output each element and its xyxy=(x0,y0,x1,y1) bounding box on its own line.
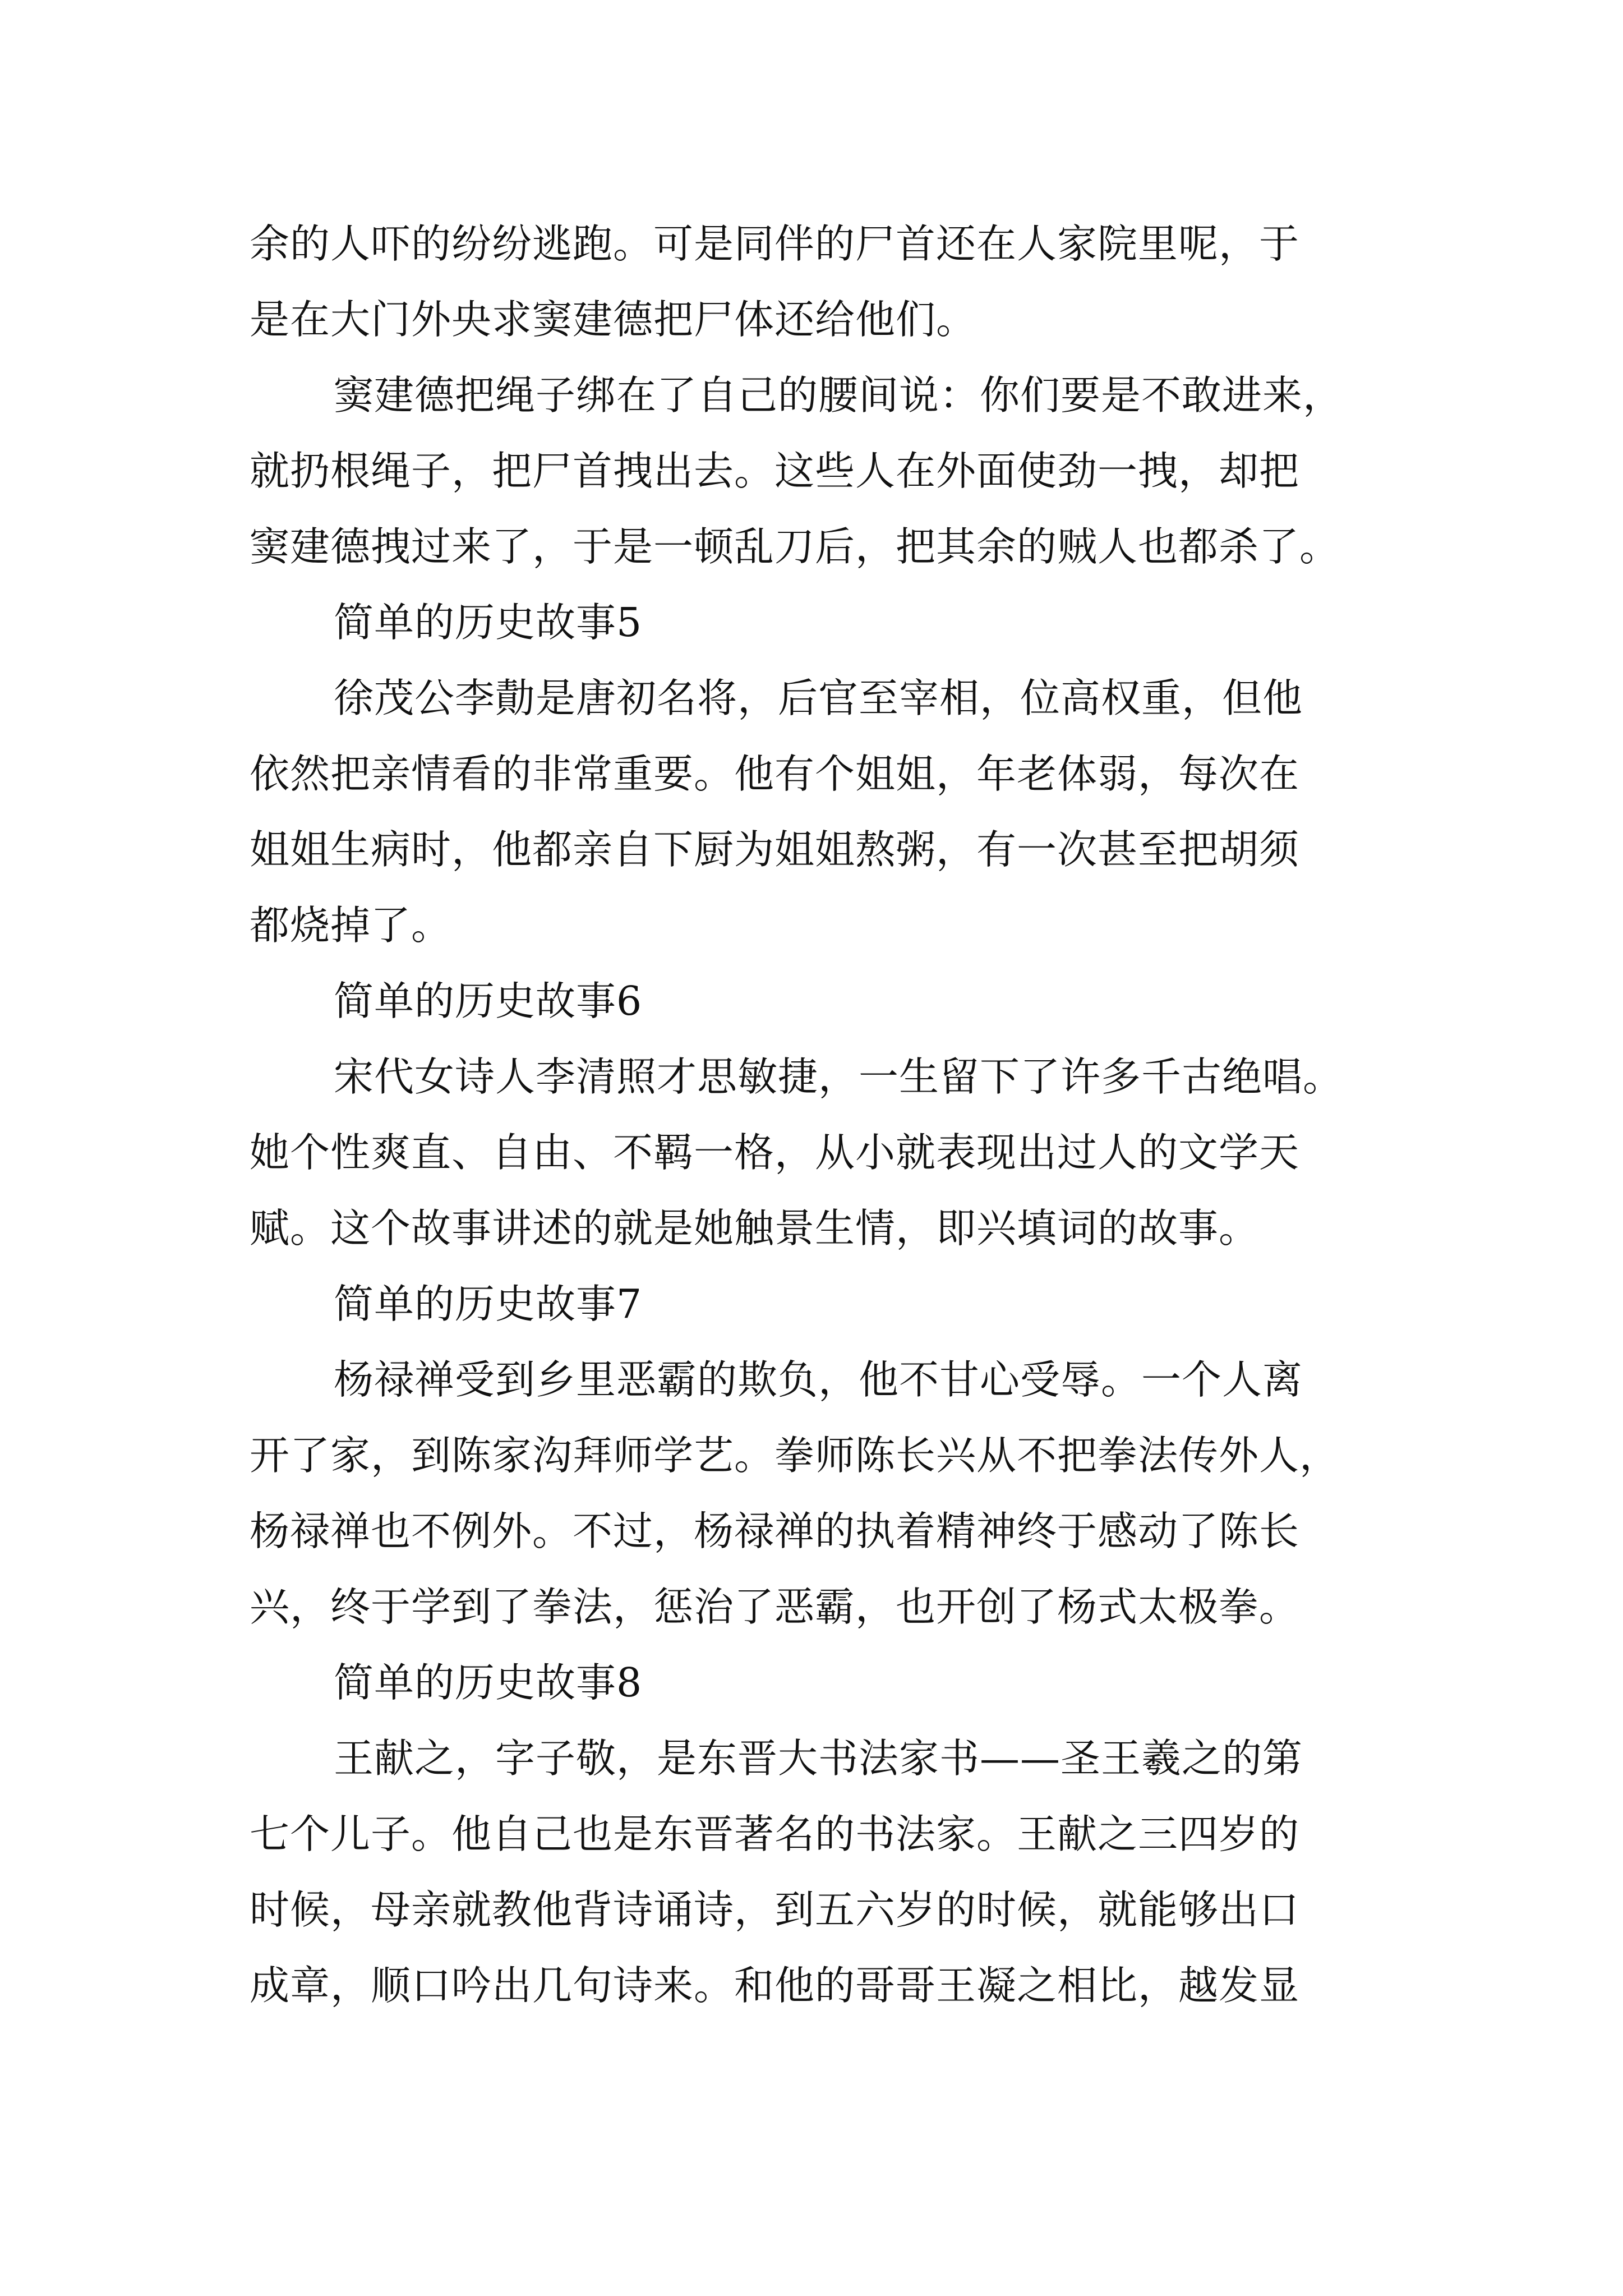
text-line: 成章，顺口吟出几句诗来。和他的哥哥王凝之相比，越发显 xyxy=(250,1962,1300,2009)
text-line: 七个儿子。他自己也是东晋著名的书法家。王献之三四岁的 xyxy=(250,1811,1300,1857)
paragraph-start-line: 宋代女诗人李清照才思敏捷，一生留下了许多千古绝唱。 xyxy=(334,1053,1344,1100)
text-line: 赋。这个故事讲述的就是她触景生情，即兴填词的故事。 xyxy=(250,1205,1260,1251)
text-line: 兴，终于学到了拳法，惩治了恶霸，也开创了杨式太极拳。 xyxy=(250,1584,1300,1630)
text-line: 依然把亲情看的非常重要。他有个姐姐，年老体弱，每次在 xyxy=(250,751,1300,797)
section-heading: 简单的历史故事8 xyxy=(334,1659,643,1706)
text-line: 她个性爽直、自由、不羁一格，从小就表现出过人的文学天 xyxy=(250,1129,1300,1176)
text-line: 开了家，到陈家沟拜师学艺。拳师陈长兴从不把拳法传外人， xyxy=(250,1432,1340,1479)
section-heading: 简单的历史故事6 xyxy=(334,978,643,1024)
text-line: 都烧掉了。 xyxy=(250,902,452,949)
paragraph-start-line: 徐茂公李勣是唐初名将，后官至宰相，位高权重，但他 xyxy=(334,675,1303,721)
paragraph-start-line: 杨禄禅受到乡里恶霸的欺负，他不甘心受辱。一个人离 xyxy=(334,1356,1303,1403)
text-line: 时候，母亲就教他背诗诵诗，到五六岁的时候，就能够出口 xyxy=(250,1887,1300,1933)
section-heading: 简单的历史故事7 xyxy=(334,1281,643,1327)
text-line: 余的人吓的纷纷逃跑。可是同伴的尸首还在人家院里呢，于 xyxy=(250,220,1300,267)
text-line: 姐姐生病时，他都亲自下厨为姐姐熬粥，有一次甚至把胡须 xyxy=(250,826,1300,873)
paragraph-start-line: 王献之，字子敬，是东晋大书法家书——圣王羲之的第 xyxy=(334,1735,1303,1782)
paragraph-start-line: 窦建德把绳子绑在了自己的腰间说：你们要是不敢进来， xyxy=(334,372,1344,418)
text-line: 就扔根绳子，把尸首拽出去。这些人在外面使劲一拽，却把 xyxy=(250,448,1300,494)
section-heading: 简单的历史故事5 xyxy=(334,599,643,646)
text-line: 窦建德拽过来了，于是一顿乱刀后，把其余的贼人也都杀了。 xyxy=(250,523,1340,570)
text-line: 杨禄禅也不例外。不过，杨禄禅的执着精神终于感动了陈长 xyxy=(250,1508,1300,1554)
text-line: 是在大门外央求窦建德把尸体还给他们。 xyxy=(250,296,977,343)
